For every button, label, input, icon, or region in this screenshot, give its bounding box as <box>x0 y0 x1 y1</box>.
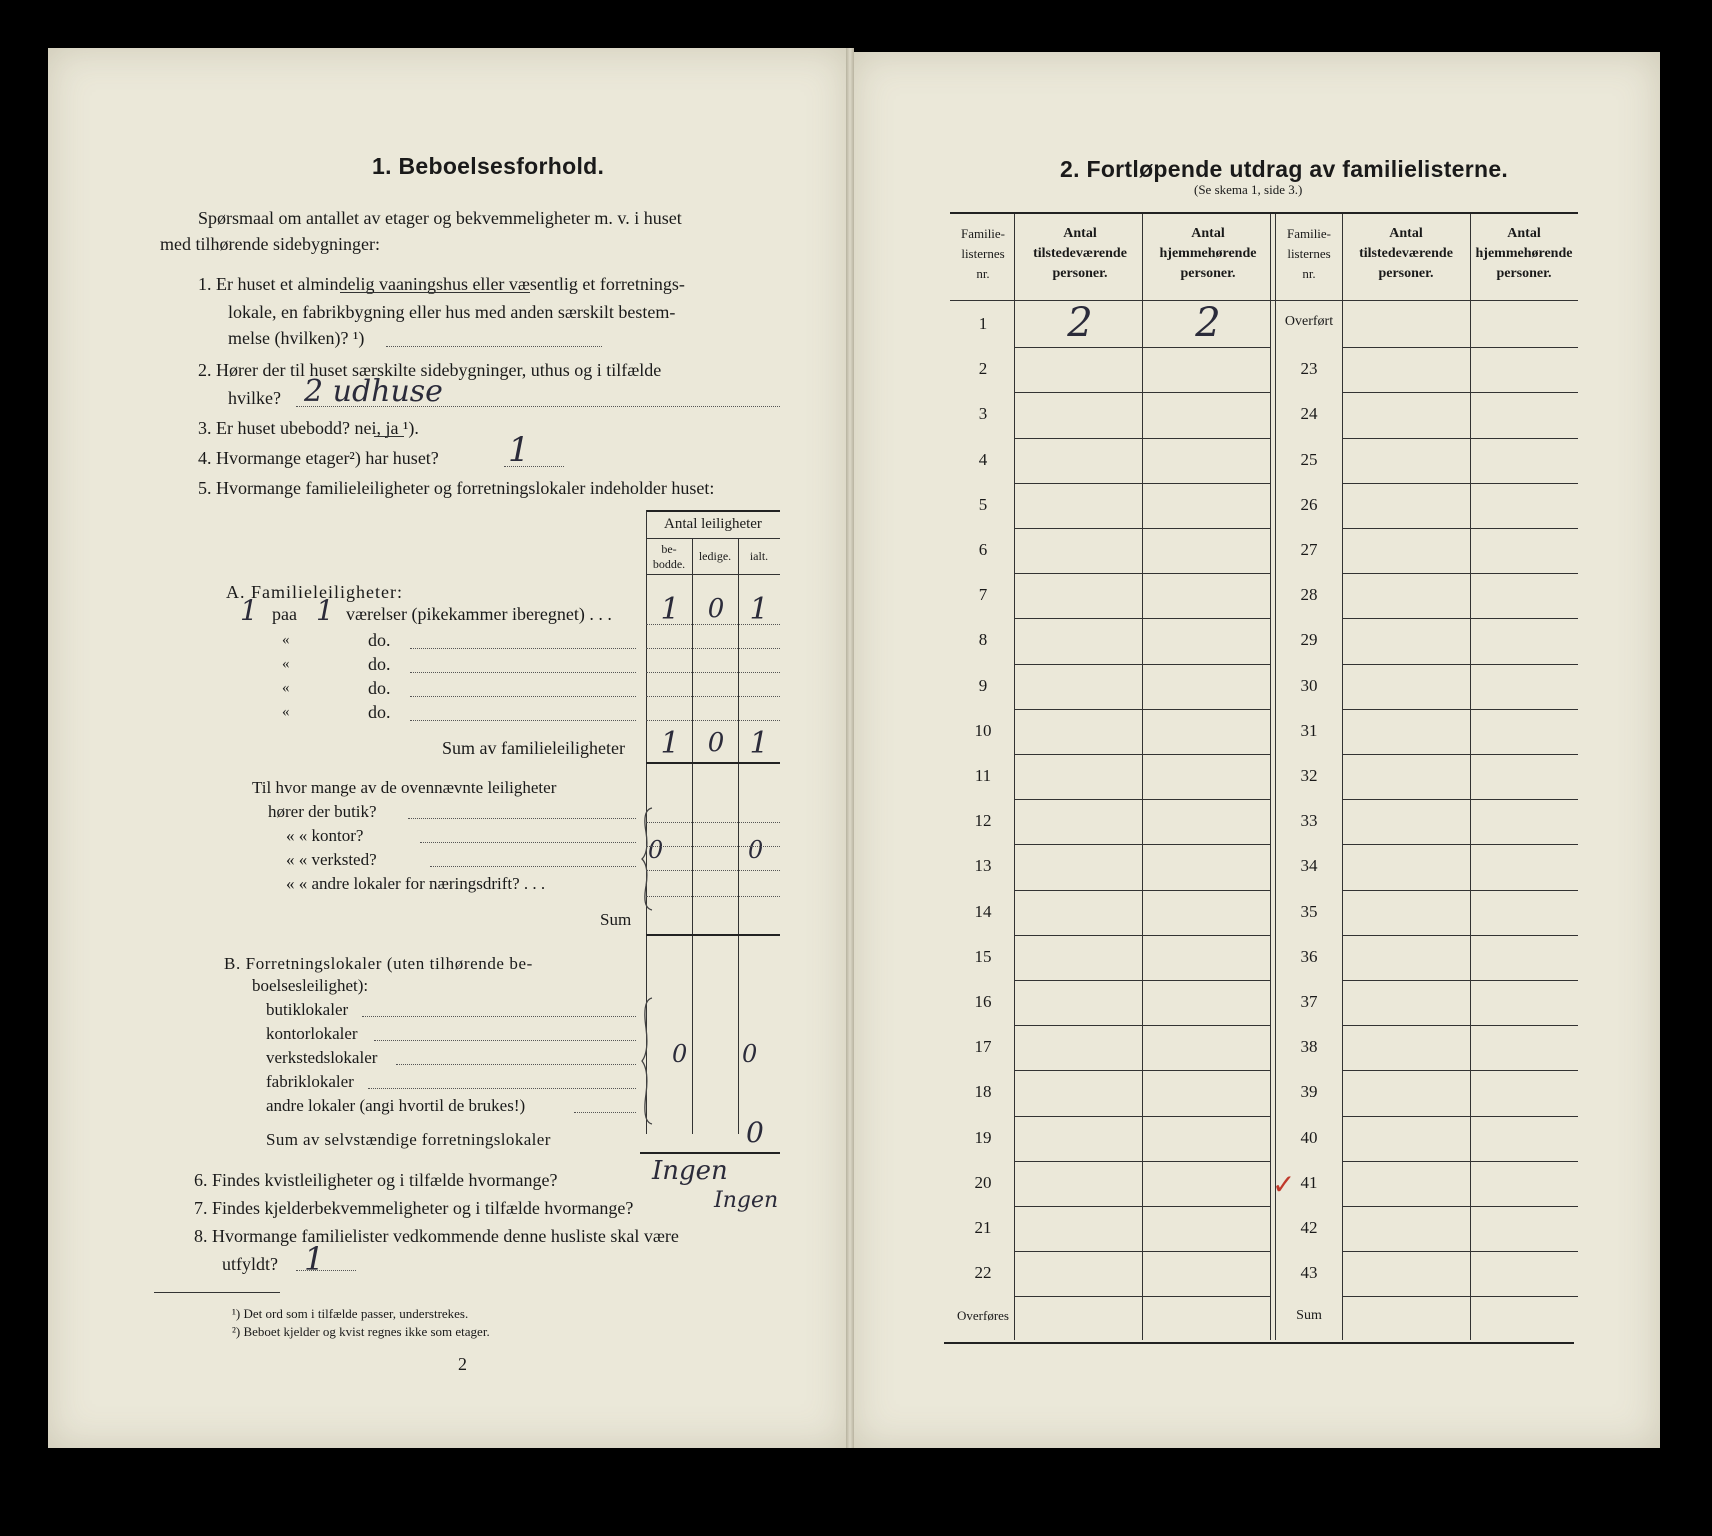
b-bebodde-value: 0 <box>672 1040 688 1068</box>
row-rule-right <box>1342 1251 1578 1252</box>
shop-rule-1 <box>646 822 780 823</box>
table-header-ledige: ledige. <box>698 549 732 563</box>
table-group-header: Antal leiligheter <box>664 516 762 532</box>
row-rule-left <box>1014 1296 1270 1297</box>
question-7: 7. Findes kjelderbekvemmeligheter og i tilfælde hvormange? <box>194 1198 634 1218</box>
row-1-hjemmehorende: 2 <box>1195 300 1221 346</box>
shop-kontor-dots <box>420 842 636 843</box>
row-number-right: 43 <box>1300 1263 1318 1283</box>
shop-kontor: « « kontor? <box>286 826 364 845</box>
shop-intro-line-2: hører der butik? <box>268 802 377 821</box>
row-number-right: 30 <box>1300 675 1318 695</box>
row-number-right: 38 <box>1300 1037 1318 1057</box>
footnote-1: ¹) Det ord som i tilfælde passer, understrekes. <box>232 1306 469 1321</box>
row-rule-right <box>1342 438 1578 439</box>
b-row-2-dots <box>374 1040 636 1041</box>
header-familielister-nr-right: Familie- listernes nr. <box>1286 226 1332 281</box>
row-number-right: 33 <box>1300 811 1318 831</box>
row-rule-left <box>1014 799 1270 800</box>
row-number-left: 4 <box>978 449 988 469</box>
footnote-separator <box>154 1292 280 1293</box>
shop-intro-line-1: Til hvor mange av de ovennævnte leiligheter <box>252 778 557 797</box>
page-number: 2 <box>458 1354 467 1374</box>
row-rule-right <box>1342 1025 1578 1026</box>
row-number-right: 35 <box>1300 901 1318 921</box>
row-number-left: 16 <box>974 992 992 1011</box>
row-number-left: 12 <box>974 811 992 831</box>
row-rule-left <box>1014 392 1270 393</box>
intro-line-2: med tilhørende sidebygninger: <box>160 234 380 254</box>
row-number-right: 31 <box>1300 720 1318 740</box>
b-sum-rule <box>640 1152 780 1154</box>
row-rule-right <box>1342 754 1578 755</box>
row-number-right: 39 <box>1300 1082 1318 1102</box>
row-number-right: 41 <box>1300 1172 1318 1192</box>
question-1-line-3: melse (hvilken)? ¹) <box>228 328 365 348</box>
row-number-left: 5 <box>978 494 988 514</box>
a-row1-rule <box>646 624 780 625</box>
row-number-right: 42 <box>1300 1218 1318 1237</box>
a-sum-bebodde: 1 <box>660 726 680 761</box>
row-rule-left <box>1014 935 1270 936</box>
b-row-4-dots <box>368 1088 636 1089</box>
row-number-left: 19 <box>974 1127 992 1147</box>
table-top-rule-right <box>950 212 1578 214</box>
row-rule-left <box>1014 890 1270 891</box>
answer-line-q8 <box>296 1270 356 1271</box>
row-rule-right <box>1342 664 1578 665</box>
shop-butik-dots <box>408 818 636 819</box>
row-number-left: 7 <box>978 585 988 605</box>
row-rule-left <box>1014 528 1270 529</box>
row-rule-left <box>1014 709 1270 710</box>
row-rule-right <box>1342 1116 1578 1117</box>
row-rule-right <box>1342 935 1578 936</box>
shop-andre: « « andre lokaler for næringsdrift? . . . <box>286 874 546 893</box>
col-line-5 <box>1470 214 1471 1340</box>
row-rule-right <box>1342 1161 1578 1162</box>
header-hjemmehorende-right: Antal hjemmehørende personer. <box>1475 226 1573 281</box>
row-number-right: 27 <box>1300 540 1318 559</box>
question-8-line-2: utfyldt? <box>222 1254 278 1274</box>
row-rule-left <box>1014 483 1270 484</box>
section-b-heading-1: B. Forretningslokaler (uten tilhørende be- <box>224 954 533 973</box>
row-rule-left <box>1014 618 1270 619</box>
row-number-right: 29 <box>1300 630 1318 650</box>
row-rule-left <box>1014 844 1270 845</box>
question-2-line-2: hvilke? <box>228 388 281 408</box>
handwritten-answer-q2: 2 udhuse <box>304 374 443 409</box>
section-title-beboelsesforhold: 1. Beboelsesforhold. <box>372 153 605 179</box>
section-a-heading: A. Familieleiligheter: <box>226 582 403 602</box>
header-hjemmehorende-left: Antal hjemmehørende personer. <box>1159 226 1257 281</box>
a-sum-label: Sum av familieleiligheter <box>442 738 625 758</box>
handwritten-answer-q7: Ingen <box>714 1188 779 1213</box>
row-number-left: 8 <box>978 630 988 650</box>
b-sum-label: Sum av selvstændige forretningslokaler <box>266 1130 551 1149</box>
row-rule-right <box>1342 1296 1578 1297</box>
section-b-heading-2: boelsesleilighet): <box>252 976 369 995</box>
row-rule-left <box>1014 980 1270 981</box>
row-rule-left <box>1014 1070 1270 1071</box>
handwritten-answer-q8: 1 <box>304 1240 325 1278</box>
footnote-2: ²) Beboet kjelder og kvist regnes ikke som etager. <box>232 1324 490 1339</box>
header-tilstedevaerende-right: Antal tilstedeværende personer. <box>1359 226 1453 281</box>
row-number-right: 26 <box>1300 494 1318 514</box>
b-row-fabriklokaler: fabriklokaler <box>266 1072 354 1091</box>
row-number-left: 14 <box>974 901 992 921</box>
row-rule-right <box>1342 528 1578 529</box>
shop-ialt-value: 0 <box>748 836 764 864</box>
table-header-ialt: ialt. <box>749 549 769 563</box>
question-4: 4. Hvormange etager²) har huset? <box>198 448 439 468</box>
row-number-left: 13 <box>974 856 992 876</box>
row-number-right: 40 <box>1300 1127 1318 1147</box>
row-rule-left <box>1014 754 1270 755</box>
table-header-bebodde: be- bodde. <box>652 542 686 571</box>
row-rule-left <box>1014 573 1270 574</box>
table-col-line-2 <box>692 538 693 1134</box>
row-number-right: 25 <box>1300 449 1318 469</box>
shop-rule-4 <box>646 896 780 897</box>
row-number-left: 18 <box>974 1082 992 1102</box>
table-group-rule <box>646 538 780 539</box>
table-header-rule <box>646 574 780 575</box>
a-row1-ialt: 1 <box>749 592 769 627</box>
b-row-3-dots <box>396 1064 636 1065</box>
section-subtitle: (Se skema 1, side 3.) <box>1194 182 1303 197</box>
row-rule-right <box>1342 890 1578 891</box>
handwritten-answer-q4: 1 <box>508 430 530 470</box>
b-row-1-dots <box>362 1016 636 1017</box>
row-number-right: 37 <box>1300 992 1318 1011</box>
header-tilstedevaerende-left: Antal tilstedeværende personer. <box>1033 226 1127 281</box>
intro-line-1: Spørsmaal om antallet av etager og bekvemmeligheter m. v. i huset <box>198 208 682 228</box>
row-rule-right <box>1342 573 1578 574</box>
row-number-left: 22 <box>974 1263 992 1283</box>
b-ialt-value: 0 <box>742 1040 758 1068</box>
row-number-right: 24 <box>1300 404 1318 424</box>
row-rule-right <box>1342 844 1578 845</box>
paa-label: paa <box>272 604 297 624</box>
row-number-left: 2 <box>978 359 988 379</box>
a-row1-bebodde: 1 <box>660 592 680 627</box>
row-number-left: 1 <box>978 314 988 333</box>
b-row-butiklokaler: butiklokaler <box>266 1000 349 1019</box>
shop-bebodde-value: 0 <box>648 836 664 864</box>
row-number-right: 32 <box>1300 766 1318 785</box>
row-number-right: Sum <box>1296 1308 1322 1324</box>
row-rule-right <box>1342 980 1578 981</box>
row-number-left: 11 <box>974 766 992 785</box>
shop-verksted: « « verksted? <box>286 850 377 869</box>
row-rule-right <box>1342 1206 1578 1207</box>
question-1-line-1: 1. Er huset et almindelig vaaningshus eller væsentlig et forretnings- <box>198 274 685 294</box>
row-rule-right <box>1342 618 1578 619</box>
a-sum-ialt: 1 <box>749 726 769 761</box>
row-rule-left <box>1014 438 1270 439</box>
row-number-right: 34 <box>1300 856 1318 876</box>
b-brace <box>640 996 656 1126</box>
row-number-right: Overført <box>1284 314 1334 329</box>
row-rule-left <box>1014 1251 1270 1252</box>
row-rule-left <box>1014 347 1270 348</box>
row-number-right: 36 <box>1300 946 1318 966</box>
b-row-kontorlokaler: kontorlokaler <box>266 1024 358 1043</box>
row-number-left: 3 <box>978 404 988 424</box>
answer-line-q4 <box>504 466 564 467</box>
row-rule-right <box>1342 483 1578 484</box>
row-number-right: 28 <box>1300 585 1318 605</box>
row-number-left: 20 <box>974 1172 992 1192</box>
row-rule-left <box>1014 1161 1270 1162</box>
book-gutter <box>846 48 854 1448</box>
row-number-right: 23 <box>1300 359 1318 379</box>
col-line-2 <box>1142 214 1143 1340</box>
vaerelser-label: værelser (pikekammer iberegnet) . . . <box>346 604 612 624</box>
row-number-left: 6 <box>978 540 988 559</box>
a-row1-ledige: 0 <box>707 594 725 624</box>
red-check-mark: ✓ <box>1272 1170 1296 1201</box>
row-number-left: 21 <box>974 1218 992 1237</box>
row-rule-left <box>1014 664 1270 665</box>
row-rule-right <box>1342 1070 1578 1071</box>
question-6: 6. Findes kvistleiligheter og i tilfælde hvormange? <box>194 1170 558 1190</box>
question-8-line-1: 8. Hvormange familielister vedkommende denne husliste skal være <box>194 1226 679 1246</box>
row-rule-right <box>1342 709 1578 710</box>
table-bottom-rule-right <box>944 1342 1574 1344</box>
handwritten-vaerelser-count: 1 <box>316 594 334 627</box>
b-row-verkstedslokaler: verkstedslokaler <box>266 1048 378 1067</box>
question-5: 5. Hvormange familieleiligheter og forretningslokaler indeholder huset: <box>198 478 715 498</box>
table-top-rule <box>646 510 780 512</box>
handwritten-a-count: 1 <box>240 594 258 627</box>
shop-rule-3 <box>646 870 780 871</box>
col-line-3a <box>1270 214 1271 1340</box>
row-rule-right <box>1342 799 1578 800</box>
row-number-left: 9 <box>978 675 988 695</box>
row-number-left: 15 <box>974 946 992 966</box>
answer-line-q1 <box>386 346 602 347</box>
question-3: 3. Er huset ubebodd? nei, ja ¹). <box>198 418 419 438</box>
row-number-left: 10 <box>974 720 992 740</box>
row-rule-right <box>1342 392 1578 393</box>
table-col-line-3 <box>738 538 739 1134</box>
row-1-tilstedevaerende: 2 <box>1067 300 1093 346</box>
shop-rule-2 <box>646 846 780 847</box>
b-row-andre-lokaler: andre lokaler (angi hvortil de brukes!) <box>266 1096 526 1115</box>
row-rule-left <box>1014 1206 1270 1207</box>
handwritten-answer-q6: Ingen <box>652 1156 728 1186</box>
question-1-line-2: lokale, en fabrikbygning eller hus med anden særskilt bestem- <box>228 302 676 322</box>
a-sum-ledige: 0 <box>707 728 725 758</box>
row-rule-left <box>1014 1025 1270 1026</box>
underline-vaaningshus <box>340 292 530 293</box>
row-rule-left <box>1014 1116 1270 1117</box>
section-title-familielister: 2. Fortløpende utdrag av familielisterne. <box>1060 156 1509 182</box>
shop-verksted-dots <box>430 866 636 867</box>
row-number-left: 17 <box>974 1037 992 1057</box>
shop-sum-label: Sum <box>600 910 632 929</box>
answer-line-q2 <box>296 406 780 407</box>
row-rule-right <box>1342 347 1578 348</box>
row-number-left: Overføres <box>957 1308 1009 1324</box>
underline-nei <box>374 436 404 437</box>
a-sum-rule <box>646 762 780 764</box>
question-2-line-1: 2. Hører der til huset særskilte sidebygninger, uthus og i tilfælde <box>198 360 662 380</box>
header-familielister-nr-left: Familie- listernes nr. <box>960 226 1006 281</box>
shop-sum-rule <box>646 934 780 936</box>
b-row-5-dots <box>574 1112 636 1113</box>
b-sum-value: 0 <box>746 1116 764 1149</box>
col-line-4 <box>1342 214 1343 1340</box>
